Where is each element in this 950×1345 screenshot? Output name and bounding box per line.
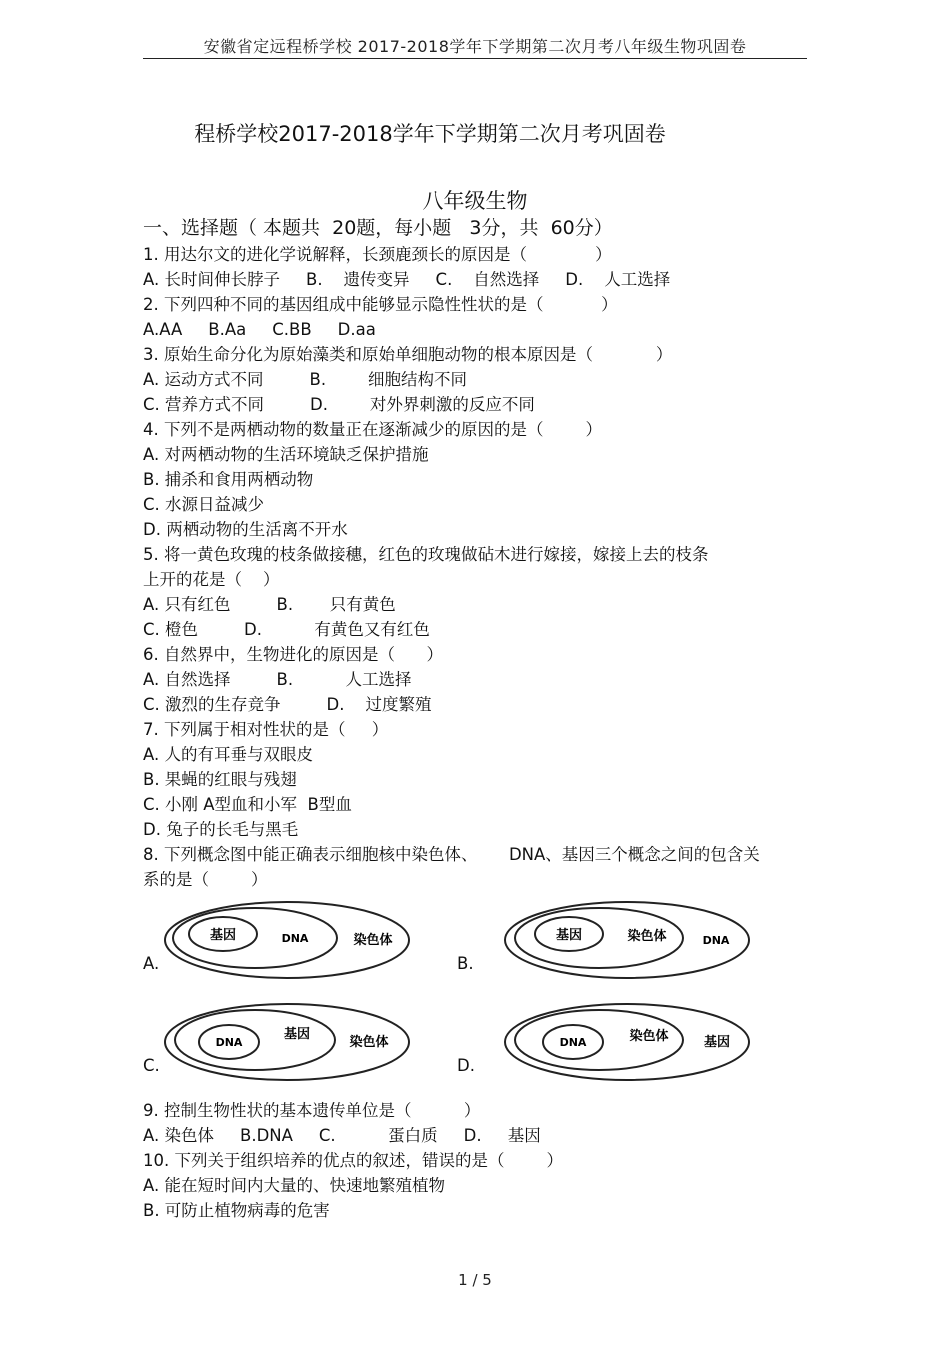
question-stem: 5. 将一黄色玫瑰的枝条做接穗，红色的玫瑰做砧木进行嫁接，嫁接上去的枝条	[143, 545, 709, 564]
option-row	[143, 1123, 823, 1148]
answer-option: A. 能在短时间内大量的、快速地繁殖植物	[143, 1176, 445, 1195]
question-stem: 系的是（ ）	[143, 870, 268, 889]
option-row	[143, 317, 823, 342]
diagram-a-outer-label: 染色体	[353, 933, 393, 948]
answer-option: D. 人工选择	[565, 270, 671, 289]
answer-option: B. 只有黄色	[276, 595, 396, 614]
answer-option: C. 橙色	[143, 620, 199, 639]
answer-option: B. 细胞结构不同	[309, 370, 468, 389]
answer-option: A.AA	[143, 320, 183, 339]
option-row	[143, 1173, 823, 1198]
answer-option: D. 有黄色又有红色	[244, 620, 430, 639]
option-row	[143, 617, 823, 642]
question-stem: 7. 下列属于相对性状的是（ ）	[143, 720, 389, 739]
diagram-d-outer-label: 基因	[703, 1035, 731, 1050]
answer-option: A. 运动方式不同	[143, 370, 264, 389]
answer-option: B. 遗传变异	[306, 270, 410, 289]
answer-option: C. 水源日益减少	[143, 495, 265, 514]
option-row	[143, 517, 823, 542]
diagram-b-svg	[503, 900, 753, 980]
question-stem: 3. 原始生命分化为原始藻类和原始单细胞动物的根本原因是（ ）	[143, 345, 673, 364]
question-stem: 上开的花是（ ）	[143, 570, 280, 589]
diagram-d	[503, 1002, 753, 1086]
section-heading: 一、选择题（ 本题共 20题，每小题 3分，共 60分）	[143, 217, 613, 239]
answer-option: D. 两栖动物的生活离不开水	[143, 520, 348, 539]
question-stem: 6. 自然界中，生物进化的原因是（ ）	[143, 645, 443, 664]
diagram-a	[163, 900, 413, 984]
page-header: 安徽省定远程桥学校 2017-2018学年下学期第二次月考八年级生物巩固卷	[203, 37, 747, 56]
diagram-a-svg	[163, 900, 413, 980]
diagram-a-option-label: A.	[143, 954, 160, 973]
diagram-a-inner-label: 基因	[209, 928, 237, 943]
answer-option: D. 兔子的长毛与黑毛	[143, 820, 299, 839]
option-row	[143, 492, 823, 517]
question-list-a	[143, 242, 823, 892]
answer-option: C. 蛋白质	[318, 1126, 438, 1145]
answer-option: B. 人工选择	[276, 670, 412, 689]
exam-subject: 八年级生物	[422, 189, 528, 213]
option-row	[143, 767, 823, 792]
question-list-b	[143, 1098, 823, 1223]
answer-option: C. 自然选择	[435, 270, 540, 289]
diagram-c-middle-label: 基因	[283, 1027, 311, 1042]
answer-option: D. 过度繁殖	[326, 695, 432, 714]
option-row	[143, 667, 823, 692]
option-row	[143, 1198, 823, 1223]
option-row	[143, 267, 823, 292]
answer-option: D. 对外界刺激的反应不同	[310, 395, 535, 414]
answer-option: C. 激烈的生存竞争	[143, 695, 281, 714]
diagram-a-middle-label: DNA	[281, 932, 309, 945]
option-row	[143, 692, 823, 717]
option-row	[143, 817, 823, 842]
diagram-b	[503, 900, 753, 984]
option-row	[143, 592, 823, 617]
diagram-c-inner-label: DNA	[215, 1036, 243, 1049]
answer-option: A. 染色体	[143, 1126, 214, 1145]
answer-option: D. 基因	[463, 1126, 541, 1145]
option-row	[143, 442, 823, 467]
header-rule	[143, 58, 807, 59]
answer-option: A. 对两栖动物的生活环境缺乏保护措施	[143, 445, 429, 464]
question-stem: 4. 下列不是两栖动物的数量正在逐渐减少的原因的是（ ）	[143, 420, 602, 439]
answer-option: A. 自然选择	[143, 670, 231, 689]
answer-option: B. 捕杀和食用两栖动物	[143, 470, 314, 489]
diagram-c-svg	[163, 1002, 413, 1082]
exam-title: 程桥学校2017-2018学年下学期第二次月考巩固卷	[194, 122, 666, 146]
answer-option: B. 果蝇的红眼与残翅	[143, 770, 297, 789]
question-stem: 2. 下列四种不同的基因组成中能够显示隐性性状的是（ ）	[143, 295, 618, 314]
diagram-c-option-label: C.	[143, 1056, 160, 1075]
answer-option: A. 人的有耳垂与双眼皮	[143, 745, 313, 764]
answer-option: B. 可防止植物病毒的危害	[143, 1201, 330, 1220]
option-row	[143, 392, 823, 417]
answer-option: A. 长时间伸长脖子	[143, 270, 280, 289]
question-stem: 9. 控制生物性状的基本遗传单位是（ ）	[143, 1101, 481, 1120]
page-number: 1 / 5	[458, 1271, 492, 1289]
diagram-b-option-label: B.	[457, 954, 474, 973]
diagram-b-outer-label: DNA	[702, 934, 730, 947]
diagram-b-middle-label: 染色体	[627, 929, 667, 944]
diagram-c-outer-label: 染色体	[349, 1035, 389, 1050]
concept-diagrams	[143, 892, 823, 1098]
diagram-b-inner-label: 基因	[555, 928, 583, 943]
option-row	[143, 367, 823, 392]
diagram-d-inner-label: DNA	[559, 1036, 587, 1049]
diagram-d-middle-label: 染色体	[629, 1029, 669, 1044]
answer-option: C. 营养方式不同	[143, 395, 265, 414]
option-row	[143, 742, 823, 767]
answer-option: C. 小刚 A型血和小军 B型血	[143, 795, 352, 814]
exam-body	[143, 214, 823, 1223]
question-stem: 10. 下列关于组织培养的优点的叙述，错误的是（ ）	[143, 1151, 563, 1170]
diagram-d-svg	[503, 1002, 753, 1082]
question-stem: 1. 用达尔文的进化学说解释，长颈鹿颈长的原因是（ ）	[143, 245, 612, 264]
diagram-c	[163, 1002, 413, 1086]
answer-option: B.Aa	[208, 320, 247, 339]
answer-option: A. 只有红色	[143, 595, 231, 614]
question-stem: 8. 下列概念图中能正确表示细胞核中染色体、 DNA、基因三个概念之间的包含关	[143, 845, 760, 864]
diagram-d-option-label: D.	[457, 1056, 475, 1075]
answer-option: D.aa	[337, 320, 376, 339]
option-row	[143, 467, 823, 492]
answer-option: C.BB	[272, 320, 312, 339]
option-row	[143, 792, 823, 817]
answer-option: B.DNA	[240, 1126, 293, 1145]
